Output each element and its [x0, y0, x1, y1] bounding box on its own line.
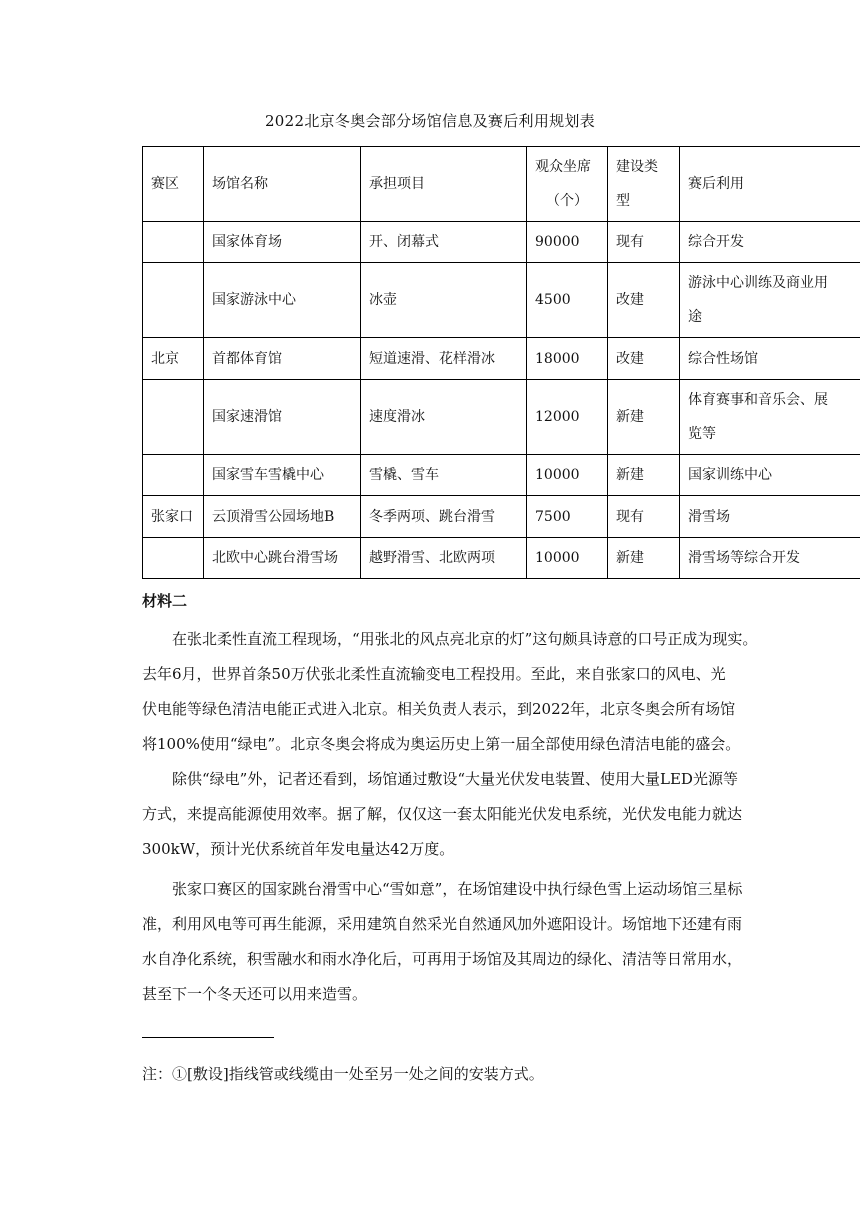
cell-events: 冬季两项、跳台滑雪 — [361, 496, 527, 538]
cell-venue: 国家游泳中心 — [204, 263, 361, 338]
header-type-line: 型 — [616, 193, 630, 209]
cell-zone: 张家口 — [143, 496, 204, 538]
paragraph-3 — [142, 872, 742, 1012]
footnote-divider — [142, 1037, 274, 1038]
header-seats — [527, 147, 608, 222]
cell-events: 雪橇、雪车 — [361, 455, 527, 496]
cell-seats: 12000 — [527, 380, 608, 455]
cell-post-use: 综合性场馆 — [680, 338, 860, 380]
paragraph-2 — [142, 762, 742, 867]
table-row — [143, 263, 860, 338]
paragraph-line: 甚至下一个冬天还可以用来造雪。 — [142, 985, 368, 1003]
cell-zone: 北京 — [143, 338, 204, 380]
table-row — [143, 380, 860, 455]
cell-seats: 18000 — [527, 338, 608, 380]
table-row — [143, 455, 860, 496]
cell-events: 越野滑雪、北欧两项 — [361, 538, 527, 579]
header-type-line: 建设类 — [616, 159, 658, 175]
paragraph-line: 张家口赛区的国家跳台滑雪中心“雪如意”，在场馆建设中执行绿色雪上运动场馆三星标 — [172, 880, 743, 898]
paragraph-line: 除供“绿电”外，记者还看到，场馆通过敷设“大量光伏发电装置、使用大量LED光源等 — [172, 770, 738, 788]
header-type — [608, 147, 680, 222]
paragraph-line: 伏电能等绿色清洁电能正式进入北京。相关负责人表示，到2022年，北京冬奥会所有场馆 — [142, 700, 736, 718]
cell-seats: 10000 — [527, 455, 608, 496]
header-seats-line: （个） — [546, 193, 588, 209]
header-venue: 场馆名称 — [204, 147, 361, 222]
cell-venue: 北欧中心跳台滑雪场 — [204, 538, 361, 579]
cell-events: 冰壶 — [361, 263, 527, 338]
cell-post-use: 国家训练中心 — [680, 455, 860, 496]
header-events: 承担项目 — [361, 147, 527, 222]
cell-seats: 4500 — [527, 263, 608, 338]
paragraph-line: 方式，来提高能源使用效率。据了解，仅仅这一套太阳能光伏发电系统，光伏发电能力就达 — [142, 805, 743, 823]
section-label: 材料二 — [142, 592, 188, 610]
cell-seats: 7500 — [527, 496, 608, 538]
paragraph-line: 在张北柔性直流工程现场，“用张北的风点亮北京的灯”这句颇具诗意的口号正成为现实。 — [172, 630, 758, 648]
cell-venue: 云顶滑雪公园场地B — [204, 496, 361, 538]
footnote: 注：①[敷设]指线管或线缆由一处至另一处之间的安装方式。 — [142, 1065, 544, 1083]
table-row — [143, 222, 860, 263]
paragraph-line: 准，利用风电等可再生能源，采用建筑自然采光自然通风加外遮阳设计。场馆地下还建有雨 — [142, 915, 743, 933]
post-use-line: 体育赛事和音乐会、展 — [688, 392, 828, 408]
cell-zone — [143, 455, 204, 496]
cell-seats: 10000 — [527, 538, 608, 579]
cell-zone — [143, 380, 204, 455]
paragraph-line: 水自净化系统，积雪融水和雨水净化后，可再用于场馆及其周边的绿化、清洁等日常用水， — [142, 950, 743, 968]
cell-venue: 国家体育场 — [204, 222, 361, 263]
table-row — [143, 496, 860, 538]
header-zone: 赛区 — [143, 147, 204, 222]
cell-type: 新建 — [608, 380, 680, 455]
paragraph-line: 300kW，预计光伏系统首年发电量达42万度。 — [142, 840, 455, 858]
cell-zone — [143, 263, 204, 338]
cell-post-use: 滑雪场等综合开发 — [680, 538, 860, 579]
header-post-use: 赛后利用 — [680, 147, 860, 222]
header-seats-line: 观众坐席 — [535, 159, 591, 175]
paragraph-line: 将100%使用“绿电”。北京冬奥会将成为奥运历史上第一届全部使用绿色清洁电能的盛会。 — [142, 735, 741, 753]
cell-zone — [143, 538, 204, 579]
cell-events: 开、闭幕式 — [361, 222, 527, 263]
cell-type: 改建 — [608, 338, 680, 380]
cell-type: 现有 — [608, 496, 680, 538]
cell-type: 新建 — [608, 538, 680, 579]
post-use-line: 览等 — [688, 426, 716, 442]
post-use-line: 途 — [688, 309, 702, 325]
table-row — [143, 338, 860, 380]
cell-events: 速度滑冰 — [361, 380, 527, 455]
cell-venue: 首都体育馆 — [204, 338, 361, 380]
table-title: 2022北京冬奥会部分场馆信息及赛后利用规划表 — [264, 112, 596, 130]
cell-post-use: 滑雪场 — [680, 496, 860, 538]
table-row — [143, 538, 860, 579]
post-use-line: 游泳中心训练及商业用 — [688, 275, 828, 291]
cell-post-use — [680, 263, 860, 338]
cell-post-use — [680, 380, 860, 455]
cell-events: 短道速滑、花样滑冰 — [361, 338, 527, 380]
cell-type: 新建 — [608, 455, 680, 496]
cell-post-use: 综合开发 — [680, 222, 860, 263]
venue-table — [142, 146, 860, 579]
cell-venue: 国家速滑馆 — [204, 380, 361, 455]
paragraph-line: 去年6月，世界首条50万伏张北柔性直流输变电工程投用。至此，来自张家口的风电、光 — [142, 665, 726, 683]
cell-venue: 国家雪车雪橇中心 — [204, 455, 361, 496]
cell-type: 现有 — [608, 222, 680, 263]
cell-zone — [143, 222, 204, 263]
table-header-row — [143, 147, 860, 222]
cell-type: 改建 — [608, 263, 680, 338]
cell-seats: 90000 — [527, 222, 608, 263]
paragraph-1 — [142, 622, 758, 762]
